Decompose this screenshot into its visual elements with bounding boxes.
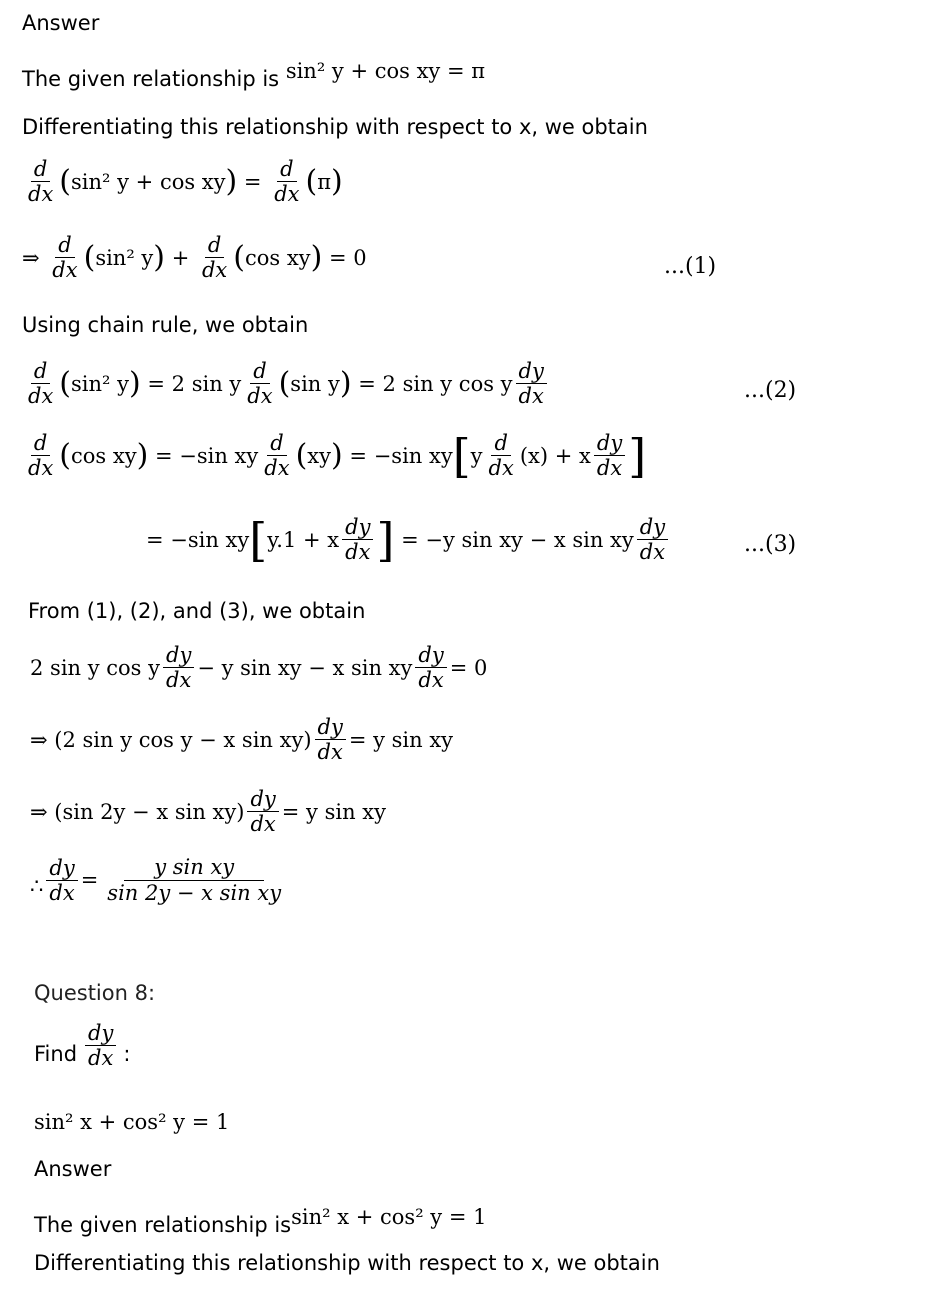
d-dx-fraction: $\frac{d}{dx}$ (28, 157, 54, 206)
chain2-mid2: = −sin xy (349, 443, 453, 468)
chain1-inner2: sin y (290, 371, 340, 396)
step1-lhs-inner: sin² y + cos xy (71, 169, 226, 194)
given-relationship-line (22, 59, 486, 92)
equation-combined (30, 644, 487, 691)
equation-result (30, 856, 287, 904)
equation-tag-1: ...(1) (664, 254, 717, 279)
chain3-rhs: = −y sin xy − x sin xy (401, 527, 634, 552)
equation-step2: ⇒ $\frac{d}{dx}$ ( sin² y ) + $\frac{d}{dx}$ ( cos xy ) = 0 (22, 233, 367, 282)
chain2-x-inner: x (528, 443, 540, 468)
chain2-y-prefix: y (470, 443, 483, 468)
differentiating-text: Differentiating this relationship with respect to x, we obtain (22, 115, 648, 139)
dy-dx-fraction: $\frac{dy}{dx}$ (637, 516, 668, 563)
result-fraction: $\frac{\text{y sin xy}}{\text{sin 2y − x sin xy}}$ (107, 855, 282, 905)
chain2-inner: cos xy (71, 443, 137, 468)
chain1-mid: = 2 sin y (147, 371, 242, 396)
equation-tag-3: ...(3) (744, 532, 797, 557)
eq3-lead: ⇒ (sin 2y − x sin xy) (30, 799, 245, 824)
chain1-inner: sin² y (71, 371, 129, 396)
dy-dx-fraction: $\frac{dy}{dx}$ (516, 360, 547, 407)
chain2-mid: = −sin xy (155, 443, 259, 468)
question-expression: sin² x + cos² y = 1 (34, 1110, 230, 1134)
given-label: The given relationship is (22, 67, 280, 91)
answer-heading: Answer (22, 11, 100, 35)
d-dx-fraction: $\frac{d}{dx}$ (274, 157, 300, 206)
equation-grouped (30, 716, 453, 763)
d-dx-fraction: $\frac{d}{dx}$ (201, 233, 228, 282)
eq1-c: = 0 (449, 655, 488, 680)
dy-dx-fraction: $\frac{dy}{dx}$ (247, 788, 278, 835)
equation-step1: $\frac{d}{dx}$ ( sin² y + cos xy ) = $\frac{d}{dx}$ ( π ) (22, 158, 343, 205)
eq2-lead: ⇒ (2 sin y cos y − x sin xy) (30, 727, 312, 752)
chain-rule-text: Using chain rule, we obtain (22, 313, 309, 337)
dy-dx-fraction: $\frac{dy}{dx}$ (342, 516, 373, 563)
find-colon: : (123, 1042, 131, 1066)
d-dx-fraction: $\frac{d}{dx}$ (52, 233, 78, 282)
given2-relationship-line (34, 1205, 487, 1238)
answer2-heading: Answer (34, 1157, 112, 1181)
eq1-b: − y sin xy − x sin xy (197, 655, 413, 680)
d-dx-fraction: $\frac{d}{dx}$ (28, 431, 54, 480)
step2-part-a: sin² y (95, 245, 154, 270)
chain1-mid2: = 2 sin y cos y (358, 371, 513, 396)
chain3-lead: = −sin xy (146, 527, 250, 552)
d-dx-fraction: $\frac{d}{dx}$ (488, 431, 514, 480)
differentiating2-text: Differentiating this relationship with respect to x, we obtain (34, 1251, 660, 1275)
d-dx-fraction: $\frac{d}{dx}$ (28, 359, 54, 408)
equation-simplified (30, 788, 386, 835)
find-label: Find (34, 1042, 78, 1066)
chain2-plus-x: + x (554, 443, 591, 468)
find-line (34, 1022, 130, 1069)
dy-dx-fraction: $\frac{dy}{dx}$ (46, 857, 77, 904)
chain2-inner2: xy (307, 443, 332, 468)
eq2-rhs: = y sin xy (348, 727, 454, 752)
dy-dx-fraction: $\frac{dy}{dx}$ (594, 432, 625, 479)
implies-arrow: ⇒ (22, 245, 40, 270)
step1-rhs-inner: π (317, 169, 332, 194)
dy-dx-fraction: $\frac{dy}{dx}$ (85, 1022, 116, 1069)
equation-chain2: $\frac{d}{dx}$ ( cos xy ) = −sin xy $\frac{d}{dx}$ ( xy ) = −sin xy [ y $\frac{d}{dx}$ ( x ) + x $\frac{dy}{dx}$ ] (22, 432, 646, 479)
therefore-symbol: ∴ (30, 874, 44, 898)
equation-tag-2: ...(2) (744, 378, 797, 403)
eq4-equals: = (80, 868, 99, 892)
equation-chain1: $\frac{d}{dx}$ ( sin² y ) = 2 sin y $\frac{d}{dx}$ ( sin y ) = 2 sin y cos y $\frac{dy}{dx}$ (22, 360, 550, 407)
question-heading: Question 8: (34, 981, 156, 1005)
dy-dx-fraction: $\frac{dy}{dx}$ (163, 644, 194, 691)
d-dx-fraction: $\frac{d}{dx}$ (247, 359, 273, 408)
from-text: From (1), (2), and (3), we obtain (28, 599, 366, 623)
eq1-a: 2 sin y cos y (30, 655, 160, 680)
dy-dx-fraction: $\frac{dy}{dx}$ (415, 644, 446, 691)
given2-label: The given relationship is (34, 1213, 292, 1237)
step2-rhs: = 0 (328, 245, 367, 270)
equation-chain3: = −sin xy [ y.1 + x $\frac{dy}{dx}$ ] = −y sin xy − x sin xy $\frac{dy}{dx}$ (146, 516, 671, 563)
given2-expression: sin² x + cos² y = 1 (291, 1205, 487, 1229)
step2-part-b: cos xy (244, 245, 311, 270)
given-expression: sin² y + cos xy = π (285, 59, 486, 83)
eq3-rhs: = y sin xy (281, 799, 386, 824)
chain3-y1: y.1 + x (267, 527, 340, 552)
dy-dx-fraction: $\frac{dy}{dx}$ (315, 716, 346, 763)
d-dx-fraction: $\frac{d}{dx}$ (264, 431, 290, 480)
